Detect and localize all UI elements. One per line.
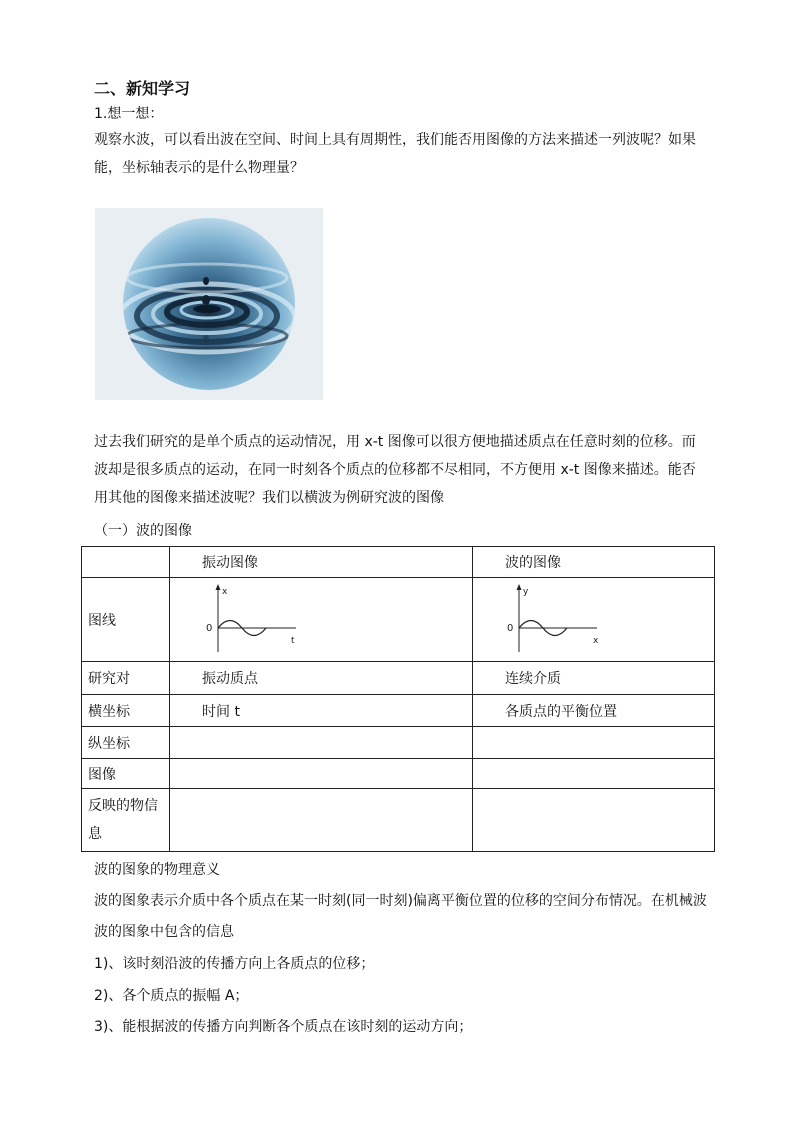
row-label-x-axis: 横坐标 (82, 695, 170, 727)
wave-y-arrow (517, 584, 522, 590)
table-header-wave: 波的图像 (473, 547, 715, 578)
subsection-title: （一）波的图像 (94, 523, 192, 539)
intro-line-2: 能，坐标轴表示的是什么物理量？ (94, 160, 304, 176)
wave-x-label: x (593, 635, 599, 646)
graph-row-label: 图线 (82, 578, 170, 662)
row-value-wave-image (473, 759, 715, 789)
wave-graph (497, 582, 617, 658)
row-value-wave-object: 连续介质 (473, 662, 715, 695)
row-value-vibration-x-axis: 时间 t (170, 695, 473, 727)
table-row (82, 695, 715, 727)
vibration-graph (196, 582, 316, 658)
row-value-vibration-info (170, 789, 473, 852)
row-value-vibration-image (170, 759, 473, 789)
row-value-wave-info (473, 789, 715, 852)
table-row-graph (82, 578, 715, 662)
intro-line-1: 观察水波，可以看出波在空间、时间上具有周期性，我们能否用图像的方法来描述一列波呢？如果 (94, 132, 696, 148)
info-item-2: 2)、各个质点的振幅 A； (94, 988, 249, 1004)
think-heading: 1.想一想： (94, 106, 164, 122)
row-label-y-axis: 纵坐标 (82, 727, 170, 759)
row-label-info-line-1: 反映的物信 (88, 798, 158, 814)
row-label-image: 图像 (82, 759, 170, 789)
water-ripple-illustration (95, 208, 323, 400)
section-title: 二、新知学习 (94, 79, 191, 98)
row-label-object: 研究对 (82, 662, 170, 695)
info-title: 波的图象中包含的信息 (94, 924, 234, 940)
vibration-y-arrow (216, 584, 221, 590)
table-row (82, 727, 715, 759)
table-row (82, 662, 715, 695)
table-header-vibration: 振动图像 (170, 547, 473, 578)
meaning-title: 波的图象的物理意义 (94, 862, 220, 878)
paragraph-line-2: 波却是很多质点的运动，在同一时刻各个质点的位移都不尽相同，不方便用 x-t 图像来描述。能否 (94, 462, 696, 478)
table-row (82, 789, 715, 852)
paragraph-line-1: 过去我们研究的是单个质点的运动情况，用 x-t 图像可以很方便地描述质点在任意时刻的位移。而 (94, 434, 696, 450)
row-value-wave-y-axis (473, 727, 715, 759)
water-drop-photo (95, 208, 323, 400)
paragraph-line-3: 用其他的图像来描述波呢？我们以横波为例研究波的图像 (94, 490, 444, 506)
vibration-y-label: x (222, 586, 228, 597)
wave-comparison-table (81, 546, 715, 852)
table-header-row (82, 547, 715, 578)
table-header-empty (82, 547, 170, 578)
row-value-wave-x-axis: 各质点的平衡位置 (473, 695, 715, 727)
meaning-text: 波的图象表示介质中各个质点在某一时刻(同一时刻)偏离平衡位置的位移的空间分布情况。在机械波 (94, 893, 707, 909)
info-item-1: 1)、该时刻沿波的传播方向上各质点的位移； (94, 956, 375, 972)
table-row (82, 759, 715, 789)
row-label-info (82, 789, 170, 852)
vibration-x-label: t (291, 635, 295, 646)
vibration-origin: 0 (206, 622, 213, 634)
wave-y-label: y (523, 586, 529, 597)
wave-origin: 0 (507, 622, 514, 634)
info-item-3: 3)、能根据波的传播方向判断各个质点在该时刻的运动方向； (94, 1019, 473, 1035)
row-value-vibration-object: 振动质点 (170, 662, 473, 695)
row-label-info-line-2: 息 (88, 826, 102, 842)
row-value-vibration-y-axis (170, 727, 473, 759)
